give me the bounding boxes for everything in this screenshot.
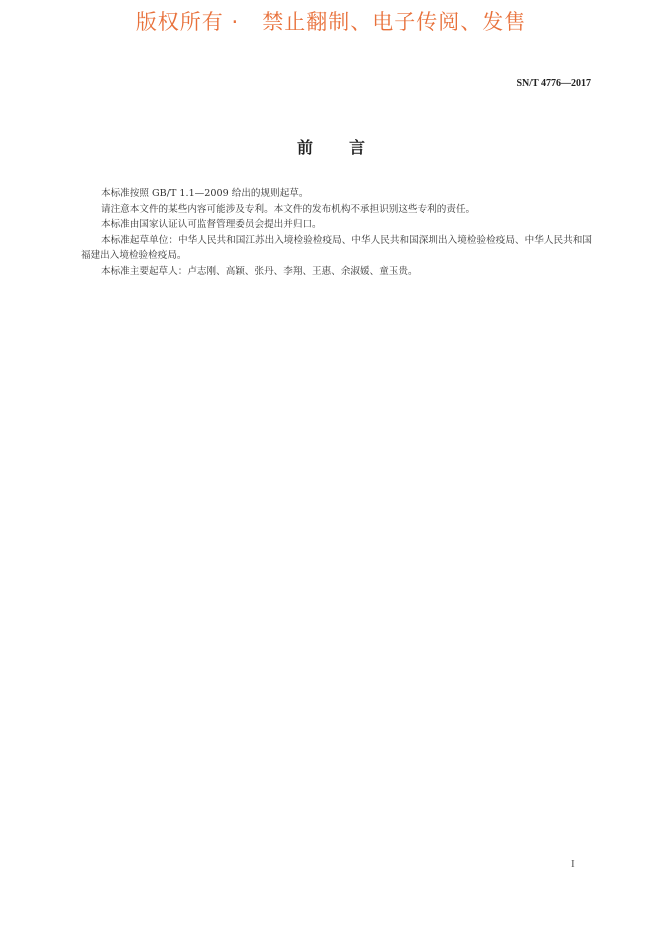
paragraph-patent-notice: 请注意本文件的某些内容可能涉及专利。本文件的发布机构不承担识别这些专利的责任。 — [101, 203, 476, 215]
standard-code: SN/T 4776—2017 — [516, 78, 591, 89]
section-heading: 前言 — [296, 138, 401, 157]
paragraph-drafting-rules: 本标准按照 GB/T 1.1—2009 给出的规则起草。 — [101, 188, 309, 199]
copyright-watermark: 版权所有 · 禁止翻制、电子传阅、发售 — [135, 10, 527, 34]
paragraph-drafting-units: 本标准起草单位：中华人民共和国江苏出入境检验检疫局、中华人民共和国深圳出入境检验检疫局、中华人民共和国福建出入境检验检疫局。 — [81, 234, 592, 261]
paragraph-drafters: 本标准主要起草人：卢志刚、高颖、张丹、李翔、王惠、余淑媛、童玉贵。 — [101, 265, 418, 277]
body-text — [81, 186, 592, 279]
page-number: I — [571, 858, 575, 870]
paragraph-proposer: 本标准由国家认证认可监督管理委员会提出并归口。 — [101, 219, 322, 230]
